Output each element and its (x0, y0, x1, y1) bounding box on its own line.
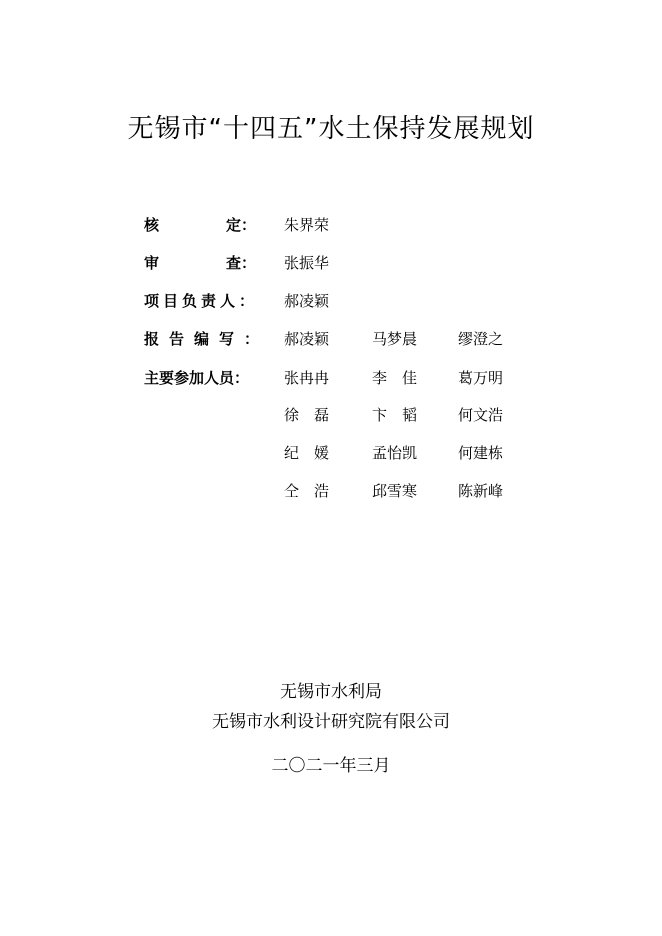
participant-name: 孟怡凯 (372, 444, 418, 462)
project-lead-name: 郝凌颖 (284, 292, 330, 310)
credit-label-review-b: 查： (225, 254, 256, 272)
credit-label-participants: 主要参加人员： (144, 369, 250, 387)
author-name: 郝凌颖 (284, 330, 330, 348)
credit-label-authors: 报告编写： (144, 330, 270, 348)
credit-label-project-lead: 项目负责人： (144, 292, 259, 310)
participant-name: 邱雪寒 (372, 482, 418, 500)
participant-name: 葛万明 (458, 369, 504, 387)
participant-name: 卞 韬 (372, 406, 418, 424)
participant-name: 张冉冉 (284, 369, 330, 387)
participant-name: 陈新峰 (458, 482, 504, 500)
organization-name: 无锡市水利局 (280, 682, 382, 702)
author-name: 马梦晨 (372, 330, 418, 348)
document-title: 无锡市“十四五”水土保持发展规划 (127, 114, 535, 144)
participant-name: 徐 磊 (284, 406, 330, 424)
organization-name: 无锡市水利设计研究院有限公司 (212, 712, 450, 732)
author-name: 缪澄之 (458, 330, 504, 348)
document-date: 二〇二一年三月 (271, 756, 391, 776)
participant-name: 纪 媛 (284, 444, 330, 462)
participant-name: 何建栋 (458, 444, 504, 462)
participant-name: 何文浩 (458, 406, 504, 424)
verifier-name: 朱界荣 (284, 216, 330, 234)
credit-label-verify-a: 核 (144, 216, 160, 234)
reviewer-name: 张振华 (284, 254, 330, 272)
credit-label-verify-b: 定： (225, 216, 256, 234)
participant-name: 李 佳 (372, 369, 418, 387)
credit-label-review-a: 审 (144, 254, 160, 272)
participant-name: 仝 浩 (284, 482, 330, 500)
